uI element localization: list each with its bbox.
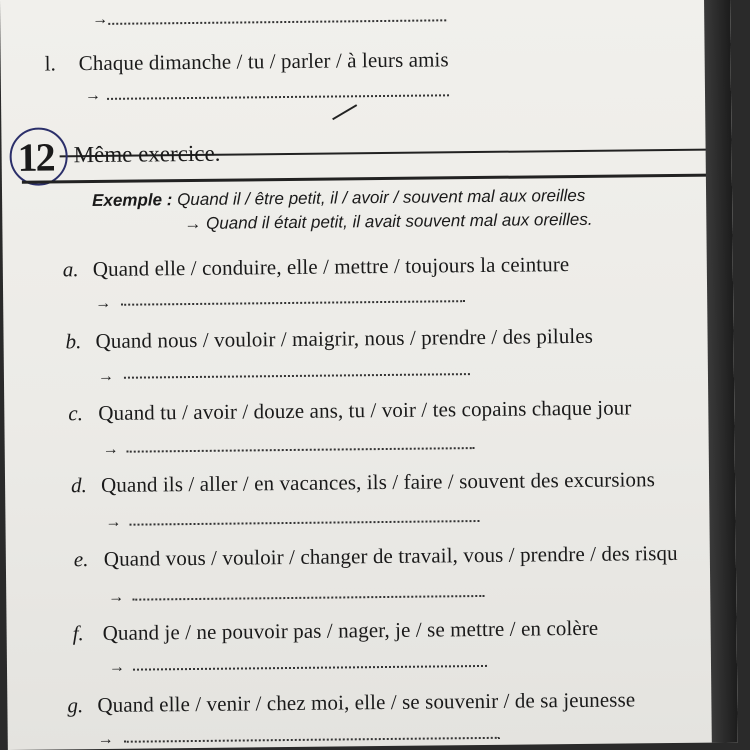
question-5 bbox=[74, 541, 678, 572]
item-l bbox=[45, 47, 449, 76]
item-l-letter: l. bbox=[44, 51, 56, 76]
question-text: Quand vous / vouloir / changer de travail, vous / prendre / des risqu bbox=[103, 540, 678, 571]
question-letter: a. bbox=[62, 257, 79, 282]
arrow-icon: → bbox=[92, 10, 109, 29]
question-7 bbox=[67, 687, 635, 718]
question-letter: d. bbox=[70, 473, 87, 498]
question-letter: g. bbox=[67, 693, 84, 718]
example-line bbox=[92, 186, 585, 211]
arrow-icon: → bbox=[97, 367, 115, 385]
arrow-icon: → bbox=[108, 588, 125, 606]
answer-line[interactable] bbox=[124, 737, 500, 743]
page-edge-shadow bbox=[704, 0, 738, 743]
exercise-title: Même exercice. bbox=[73, 140, 221, 168]
arrow-icon: → bbox=[105, 513, 122, 531]
question-text: Quand je / ne pouvoir pas / nager, je / se mettre / en colère bbox=[102, 615, 599, 645]
arrow-icon: → bbox=[95, 294, 112, 313]
header-rule-bottom bbox=[22, 173, 722, 183]
answer-line[interactable] bbox=[129, 520, 479, 526]
answer-line[interactable] bbox=[121, 300, 465, 306]
arrow-icon: → bbox=[102, 440, 119, 458]
arrow-icon: → bbox=[84, 86, 102, 105]
question-text: Quand tu / avoir / douze ans, tu / voir / tes copains chaque jour bbox=[98, 395, 632, 425]
question-6 bbox=[73, 616, 599, 647]
question-4 bbox=[71, 467, 655, 498]
example-prompt: Quand il / être petit, il / avoir / souvent mal aux oreilles bbox=[177, 185, 586, 210]
example-label: Exemple : bbox=[92, 190, 173, 211]
answer-line[interactable] bbox=[133, 665, 487, 671]
question-3 bbox=[68, 395, 631, 426]
arrow-icon: → bbox=[97, 730, 114, 749]
question-text: Quand elle / conduire, elle / mettre / toujours la ceinture bbox=[92, 252, 570, 282]
question-letter: c. bbox=[68, 401, 84, 426]
arrow-icon: → bbox=[108, 658, 126, 676]
item-l-text: Chaque dimanche / tu / parler / à leurs amis bbox=[78, 47, 449, 76]
answer-line[interactable] bbox=[124, 373, 470, 379]
answer-line-top[interactable] bbox=[108, 19, 446, 25]
example-answer: → Quand il était petit, il avait souvent mal aux oreilles. bbox=[184, 209, 593, 234]
question-letter: f. bbox=[72, 621, 84, 646]
answer-line[interactable] bbox=[127, 447, 475, 453]
question-2 bbox=[65, 324, 593, 355]
question-letter: e. bbox=[73, 547, 89, 572]
answer-line-l[interactable] bbox=[107, 94, 449, 100]
question-1 bbox=[63, 252, 570, 282]
question-text: Quand elle / venir / chez moi, elle / se souvenir / de sa jeunesse bbox=[97, 687, 636, 718]
pen-mark bbox=[323, 89, 357, 120]
question-text: Quand ils / aller / en vacances, ils / faire / souvent des excursions bbox=[100, 467, 656, 497]
question-letter: b. bbox=[65, 329, 82, 354]
answer-line[interactable] bbox=[132, 595, 484, 601]
question-text: Quand nous / vouloir / maigrir, nous / prendre / des pilules bbox=[95, 323, 594, 354]
exercise-number: 12 bbox=[17, 134, 54, 180]
